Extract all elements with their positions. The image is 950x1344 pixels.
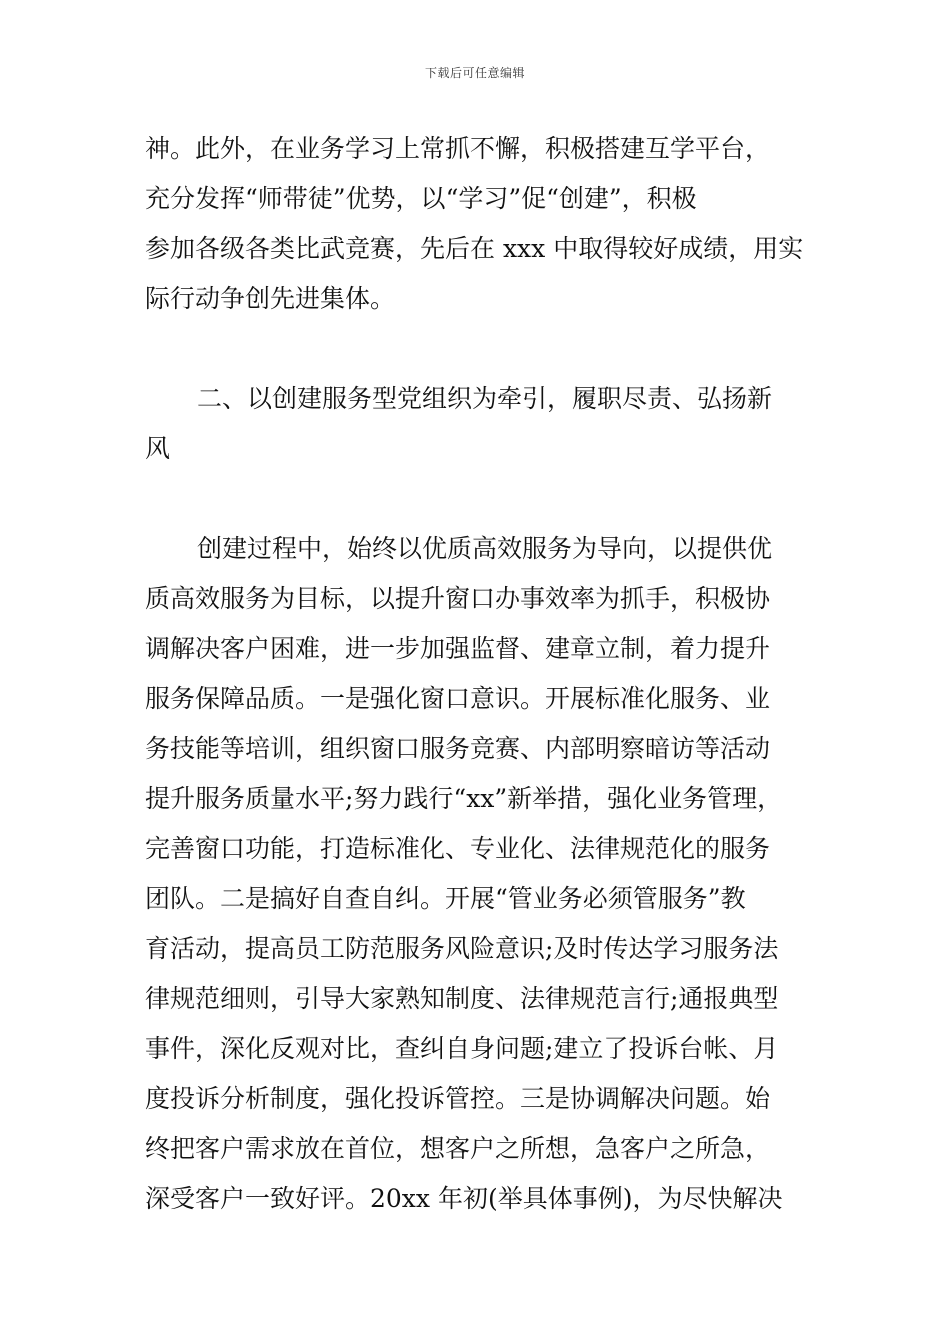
text-line: 完善窗口功能，打造标准化、专业化、法律规范化的服务 [145, 834, 771, 863]
text-line: 育活动，提高员工防范服务风险意识;及时传达学习服务法 [145, 934, 779, 963]
text-line: 终把客户需求放在首位，想客户之所想，急客户之所急， [145, 1134, 771, 1163]
document-body [145, 124, 815, 1224]
page-header: 下载后可任意编辑 [424, 66, 525, 80]
text-line: 律规范细则，引导大家熟知制度、法律规范言行;通报典型 [145, 984, 779, 1013]
section-heading [145, 374, 815, 474]
text-line: 风 [145, 434, 171, 463]
text-line: 二、以创建服务型党组织为牵引，履职尽责、弘扬新 [197, 384, 773, 413]
text-line: 质高效服务为目标，以提升窗口办事效率为抓手，积极协 [145, 584, 771, 613]
paragraph-gap [145, 474, 815, 524]
text-line: 服务保障品质。一是强化窗口意识。开展标准化服务、业 [145, 684, 771, 713]
text-line: 提升服务质量水平;努力践行“xx”新举措，强化业务管理， [145, 784, 783, 813]
paragraph-body [145, 524, 815, 1224]
text-line: 调解决客户困难，进一步加强监督、建章立制，着力提升 [145, 634, 771, 663]
text-line: 际行动争创先进集体。 [145, 284, 396, 313]
text-line: 度投诉分析制度，强化投诉管控。三是协调解决问题。始 [145, 1084, 771, 1113]
text-line: 团队。二是搞好自查自纠。开展“管业务必须管服务”教 [145, 884, 746, 913]
paragraph-gap [145, 324, 815, 374]
text-line: 充分发挥“师带徒”优势，以“学习”促“创建”，积极 [145, 184, 697, 213]
text-line: 深受客户一致好评。20xx 年初(举具体事例)，为尽快解决 [145, 1184, 783, 1213]
text-line: 务技能等培训，组织窗口服务竞赛、内部明察暗访等活动 [145, 734, 771, 763]
text-line: 参加各级各类比武竞赛，先后在 xxx 中取得较好成绩，用实 [145, 234, 804, 263]
text-line: 神。此外，在业务学习上常抓不懈，积极搭建互学平台， [145, 134, 771, 163]
paragraph-continuation [145, 124, 815, 324]
text-line: 创建过程中，始终以优质高效服务为导向，以提供优 [197, 534, 773, 563]
text-line: 事件，深化反观对比，查纠自身问题;建立了投诉台帐、月 [145, 1034, 779, 1063]
